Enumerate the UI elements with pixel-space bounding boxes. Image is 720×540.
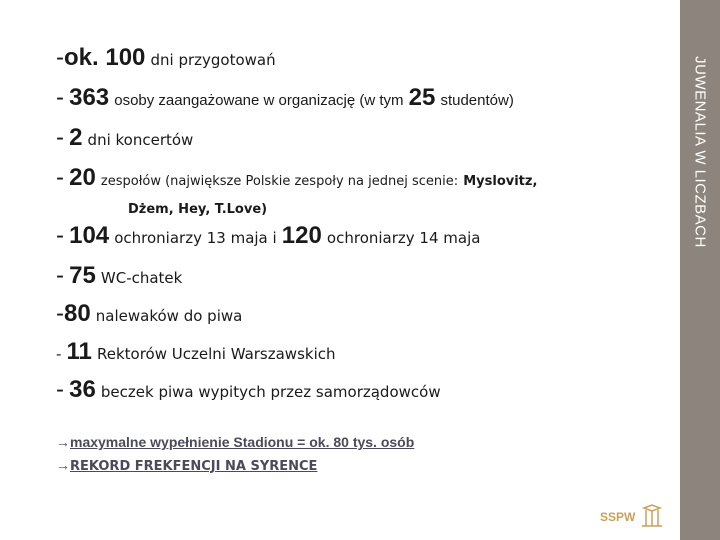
arrow-text: REKORD FREKFENCJI NA SYRENCE: [70, 459, 318, 474]
stat-text: ochroniarzy 13 maja i: [114, 229, 277, 247]
dash: -: [56, 222, 64, 249]
dash: -: [56, 376, 64, 403]
logo-text: SSPW: [600, 510, 636, 524]
stat-line-wc: [56, 262, 182, 290]
logo-mark-icon: [600, 502, 670, 532]
stat-number: 36: [69, 376, 96, 403]
stat-text-secondary: ochroniarzy 14 maja: [326, 229, 481, 247]
stat-continuation-text: Dżem, Hey, T.Love): [128, 202, 268, 217]
stat-line-people: [56, 84, 514, 112]
dash: -: [56, 124, 64, 151]
stat-number: 2: [69, 124, 83, 151]
stat-line-security: [56, 222, 480, 250]
stat-line-bands-continuation: [128, 198, 267, 217]
stat-line-bands: [56, 164, 537, 192]
stat-text: dni przygotowań: [150, 51, 276, 69]
sidebar-title: JUWENALIA W LICZBACH: [691, 56, 709, 248]
stat-number: ok. 100: [64, 44, 146, 71]
dash: -: [56, 164, 64, 191]
stat-text: beczek piwa wypitych przez samorządowców: [100, 383, 441, 401]
stat-line-beer-barrels: [56, 376, 441, 404]
arrow-right-icon: →: [56, 457, 70, 473]
stat-number: 20: [69, 164, 96, 191]
stat-number: 11: [66, 338, 92, 365]
sspw-logo: [600, 502, 670, 532]
stat-number: 75: [69, 262, 96, 289]
dash: -: [56, 262, 64, 289]
stat-line-concert-days: [56, 124, 193, 152]
stat-line-rectors: [56, 338, 336, 366]
stat-text: dni koncertów: [87, 131, 194, 149]
arrow-text: maxymalne wypełnienie Stadionu = ok. 80 tys. osób: [70, 434, 415, 450]
stat-number: 104: [69, 222, 110, 249]
dash: -: [56, 84, 64, 111]
stat-number-secondary: 25: [408, 84, 436, 111]
stat-line-taps: [56, 300, 242, 328]
stat-number: 363: [69, 84, 110, 111]
stat-number-secondary: 120: [281, 222, 322, 249]
arrow-line-record: [56, 457, 317, 474]
stat-text: nalewaków do piwa: [95, 307, 243, 325]
stat-line-days-preparation: [56, 44, 276, 72]
dash: -: [56, 44, 64, 71]
stat-text: WC-chatek: [100, 269, 183, 287]
dash: -: [56, 300, 64, 327]
dash: -: [56, 345, 62, 363]
stat-bold-text: Myslovitz,: [463, 174, 538, 189]
stat-number: 80: [64, 300, 91, 327]
sidebar-bar: [680, 0, 720, 540]
stat-text-secondary: studentów): [440, 92, 514, 109]
stat-text: zespołów (największe Polskie zespoły na jednej scenie:: [100, 174, 459, 189]
arrow-right-icon: →: [56, 434, 70, 450]
stat-text: osoby zaangażowane w organizację (w tym: [114, 92, 404, 109]
arrow-line-stadium: [56, 434, 414, 451]
stat-text: Rektorów Uczelni Warszawskich: [96, 345, 336, 363]
